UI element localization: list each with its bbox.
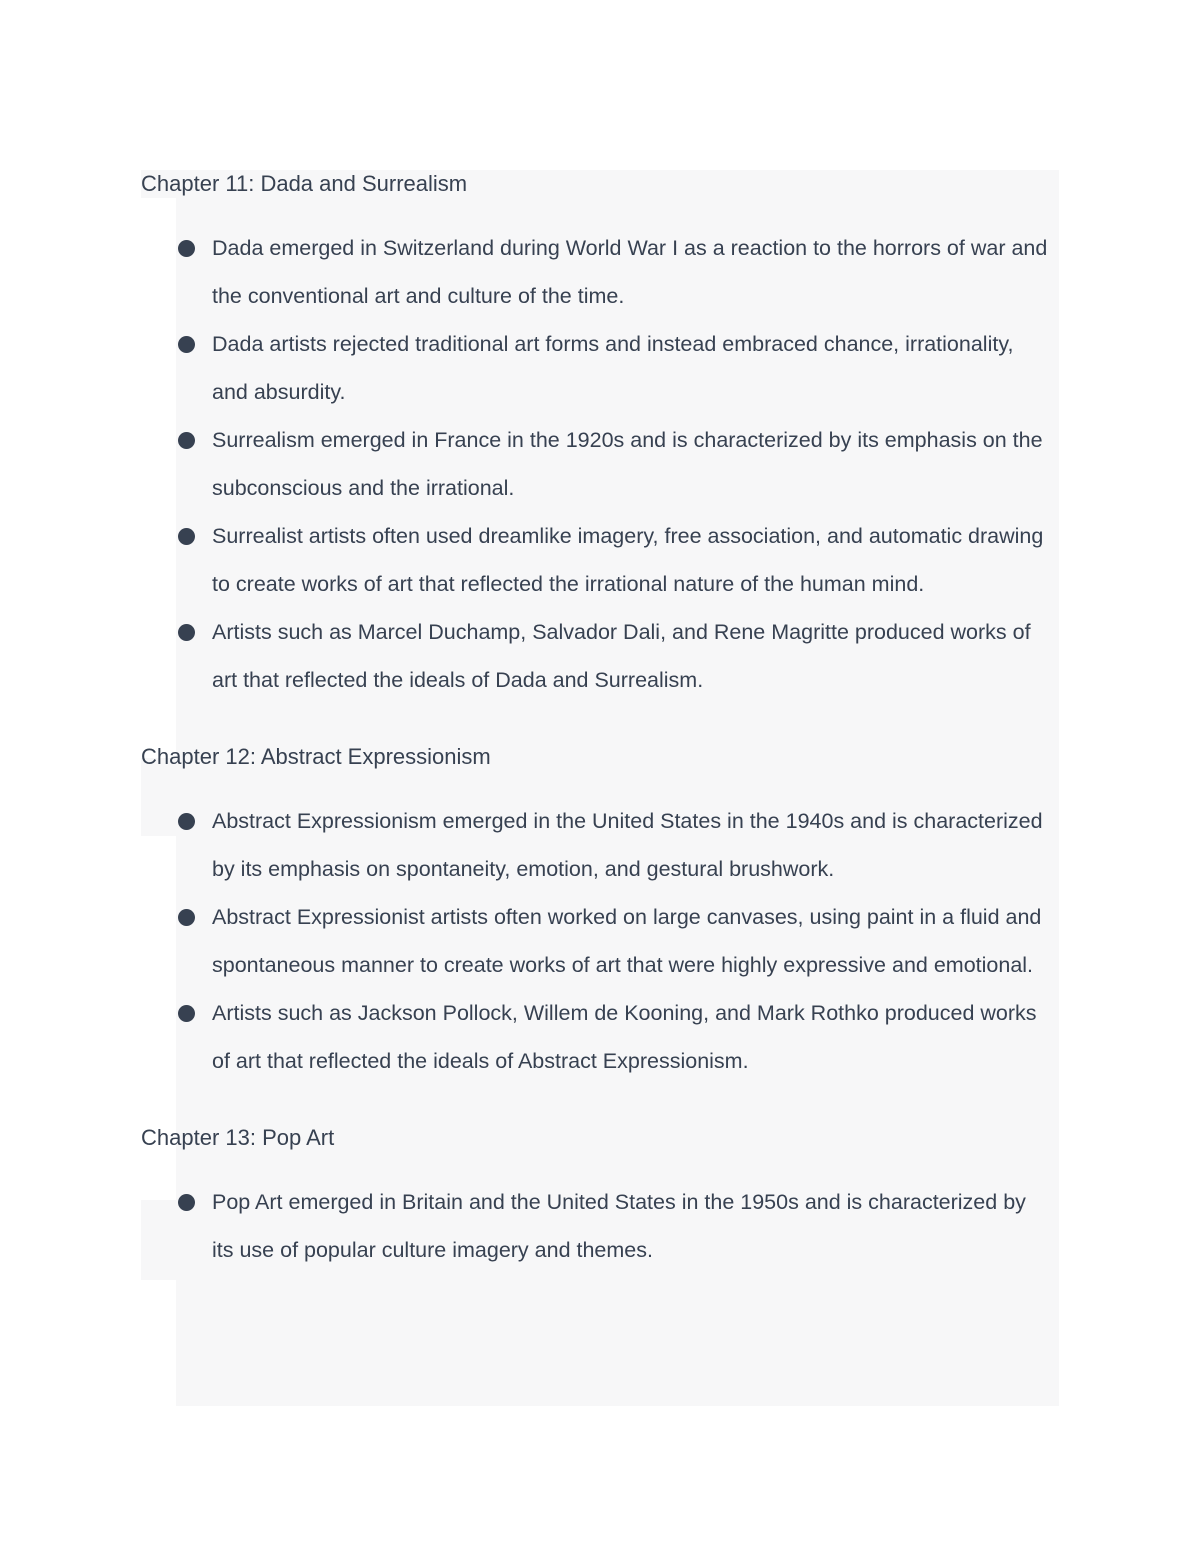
- list-item: Artists such as Jackson Pollock, Willem de Kooning, and Mark Rothko produced works of art that reflected the ideals of Abstract Expressionism.: [141, 989, 1059, 1085]
- document-body: [141, 164, 1059, 1274]
- chapter-13: [141, 1118, 1059, 1274]
- chapter-heading: Chapter 12: Abstract Expressionism: [141, 744, 491, 769]
- chapter-heading: Chapter 11: Dada and Surrealism: [141, 171, 468, 196]
- chapter-11: [141, 164, 1059, 704]
- bullet-list: [141, 1178, 1059, 1274]
- list-item: Surrealism emerged in France in the 1920s and is characterized by its emphasis on the subconscious and the irrational.: [141, 416, 1059, 512]
- chapter-heading: Chapter 13: Pop Art: [141, 1125, 335, 1150]
- list-item: Dada artists rejected traditional art forms and instead embraced chance, irrationality, and absurdity.: [141, 320, 1059, 416]
- bullet-icon: [178, 1005, 195, 1022]
- list-item: Abstract Expressionist artists often worked on large canvases, using paint in a fluid and spontaneous manner to create works of art that were highly expressive and emotional.: [141, 893, 1059, 989]
- chapter-12: [141, 737, 1059, 1085]
- bullet-list: [141, 797, 1059, 1085]
- bullet-icon: [178, 240, 195, 257]
- list-item: Dada emerged in Switzerland during World War I as a reaction to the horrors of war and the conventional art and culture of the time.: [141, 224, 1059, 320]
- bullet-icon: [178, 624, 195, 641]
- bullet-icon: [178, 813, 195, 830]
- list-item: Artists such as Marcel Duchamp, Salvador Dali, and Rene Magritte produced works of art that reflected the ideals of Dada and Surrealism.: [141, 608, 1059, 704]
- list-item: Surrealist artists often used dreamlike imagery, free association, and automatic drawing to create works of art that reflected the irrational nature of the human mind.: [141, 512, 1059, 608]
- list-item: Pop Art emerged in Britain and the United States in the 1950s and is characterized by its use of popular culture imagery and themes.: [141, 1178, 1059, 1274]
- bullet-list: [141, 224, 1059, 704]
- bullet-icon: [178, 432, 195, 449]
- bullet-icon: [178, 1194, 195, 1211]
- margin-strip: [141, 1280, 176, 1406]
- bullet-icon: [178, 336, 195, 353]
- bullet-icon: [178, 909, 195, 926]
- bullet-icon: [178, 528, 195, 545]
- list-item: Abstract Expressionism emerged in the United States in the 1940s and is characterized by its emphasis on spontaneity, emotion, and gestural brushwork.: [141, 797, 1059, 893]
